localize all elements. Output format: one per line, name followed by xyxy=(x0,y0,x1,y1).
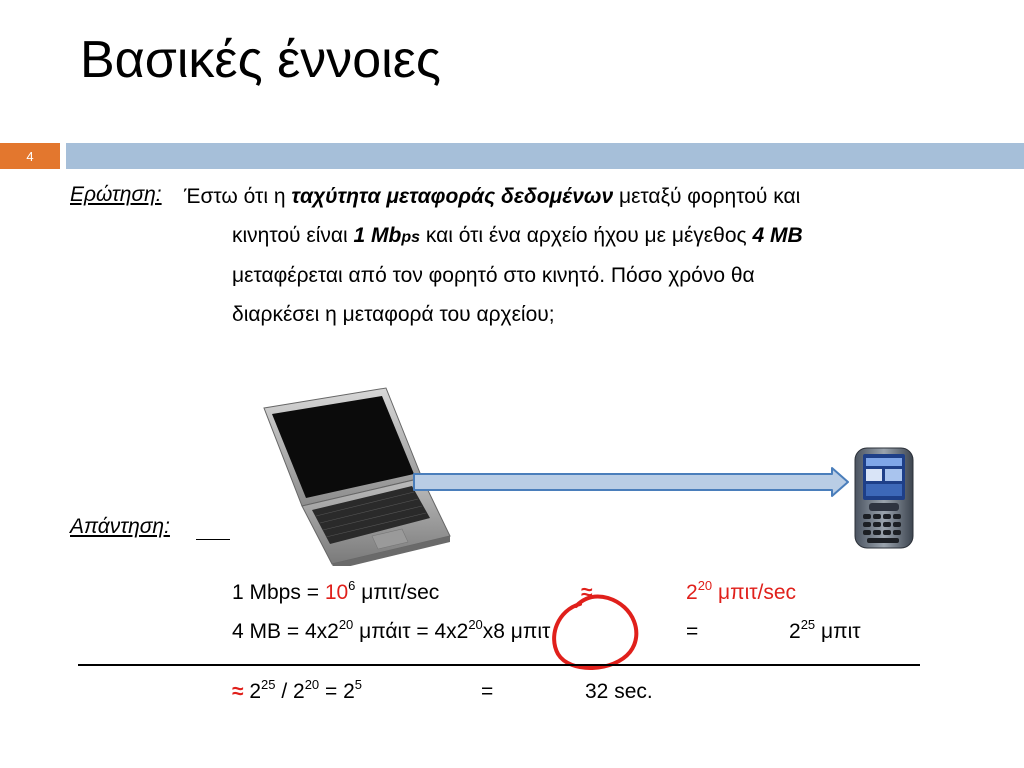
answer-label: Απάντηση: xyxy=(70,515,170,538)
eq1-c: μπιτ/sec xyxy=(355,581,440,604)
title-bar xyxy=(66,143,1024,169)
eq2-d: 2 xyxy=(789,620,801,643)
question-line-2 xyxy=(232,222,803,252)
q2-bold2: 4 MB xyxy=(752,224,803,247)
eq3-approx: ≈ xyxy=(232,680,244,703)
eq2-b-exp: 20 xyxy=(468,617,483,632)
eq2-a: 4 MB = 4x2 xyxy=(232,620,339,643)
eq1-left xyxy=(232,579,439,607)
question-line-3: μεταφέρεται από τον φορητό στο κινητό. Πόσο χρόνο θα xyxy=(232,264,755,287)
eq3-result: 32 sec. xyxy=(585,680,653,703)
q2-bold-b: ps xyxy=(401,229,421,246)
q1-bold: ταχύτητα μεταφοράς δεδομένων xyxy=(291,185,614,208)
eq3-b: / 2 xyxy=(275,680,305,703)
eq1-e: μπιτ/sec xyxy=(712,581,797,604)
eq3-left xyxy=(232,678,362,706)
eq3-c: = 2 xyxy=(319,680,355,703)
eq2-d-exp: 25 xyxy=(800,617,816,632)
eq1-d: 2 xyxy=(686,581,698,604)
slide-number: 4 xyxy=(0,143,60,169)
q2-mid: και ότι ένα αρχείο ήχου με μέγεθος xyxy=(420,224,753,247)
eq2-e: μπιτ xyxy=(815,620,861,643)
eq1-d-exp: 20 xyxy=(697,578,713,593)
eq2-a-exp: 20 xyxy=(338,617,354,632)
eq3-b-exp: 20 xyxy=(304,677,320,692)
right-arrow xyxy=(412,466,852,498)
q1-post: μεταξύ φορητού και xyxy=(613,185,801,208)
eq2-equals: = xyxy=(686,620,699,643)
separator-rule xyxy=(78,664,920,666)
eq2-left xyxy=(232,618,550,646)
slide-title: Βασικές έννοιες xyxy=(80,31,441,89)
eq3-c-exp: 5 xyxy=(354,677,363,692)
eq1-approx: ≈ xyxy=(581,581,593,604)
question-line-1 xyxy=(184,183,800,211)
eq3-a: 2 xyxy=(243,680,262,703)
red-circle-annotation xyxy=(540,590,646,674)
eq1-right xyxy=(686,579,796,607)
eq1-a: 1 Mbps = xyxy=(232,581,325,604)
eq2-right xyxy=(789,618,861,646)
eq2-c: x8 μπιτ xyxy=(482,620,551,643)
eq2-b: μπάιτ = 4x2 xyxy=(353,620,469,643)
eq3-equals: = xyxy=(481,680,494,703)
question-label: Ερώτηση: xyxy=(70,183,162,206)
question-line-4: διαρκέσει η μεταφορά του αρχείου; xyxy=(232,303,555,326)
eq3-a-exp: 25 xyxy=(261,677,276,692)
answer-blank-line xyxy=(196,539,230,540)
eq1-b-exp: 6 xyxy=(348,578,356,593)
q2-bold-a: 1 Mb xyxy=(353,224,402,247)
q2-pre: κινητού είναι xyxy=(232,224,354,247)
q1-pre: Έστω ότι η xyxy=(184,185,292,208)
eq1-b: 10 xyxy=(324,581,349,604)
smartphone-image xyxy=(853,444,917,552)
